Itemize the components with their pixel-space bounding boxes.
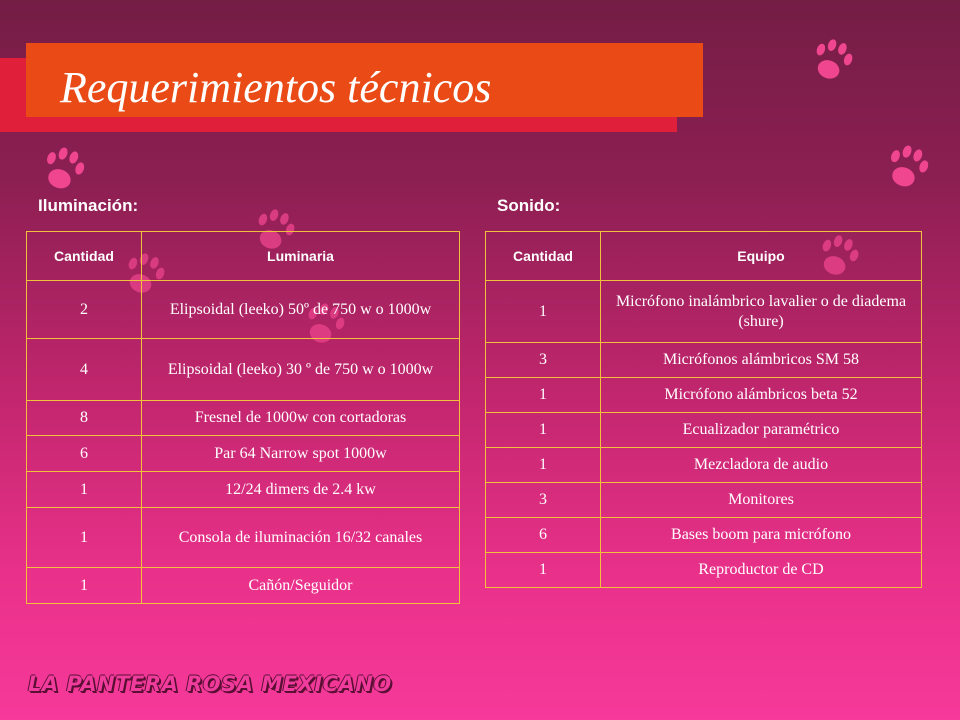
table-row xyxy=(486,413,922,448)
iluminacion-heading: Iluminación: xyxy=(38,196,139,215)
luminaria-cell: 12/24 dimers de 2.4 kw xyxy=(142,472,460,508)
cantidad-cell: 6 xyxy=(27,436,142,472)
cantidad-cell: 1 xyxy=(486,281,601,343)
column-header: Equipo xyxy=(601,232,922,281)
equipo-cell: Monitores xyxy=(601,483,922,518)
table-header-row xyxy=(486,232,922,281)
sonido-table xyxy=(485,231,922,588)
table-row xyxy=(27,339,460,401)
equipo-cell: Bases boom para micrófono xyxy=(601,518,922,553)
table-row xyxy=(486,483,922,518)
cantidad-cell: 1 xyxy=(486,413,601,448)
equipo-cell: Mezcladora de audio xyxy=(601,448,922,483)
cantidad-cell: 3 xyxy=(486,343,601,378)
table-row xyxy=(486,281,922,343)
cantidad-cell: 1 xyxy=(486,378,601,413)
table-row xyxy=(486,378,922,413)
column-header: Luminaria xyxy=(142,232,460,281)
paw-print-icon xyxy=(38,142,88,196)
cantidad-cell: 4 xyxy=(27,339,142,401)
sonido-heading: Sonido: xyxy=(497,196,561,215)
equipo-cell: Micrófono inalámbrico lavalier o de diadema (shure) xyxy=(601,281,922,343)
table-row xyxy=(27,401,460,436)
luminaria-cell: Elipsoidal (leeko) 50º de 750 w o 1000w xyxy=(142,281,460,339)
table-row xyxy=(486,518,922,553)
table-row xyxy=(27,508,460,568)
luminaria-cell: Consola de iluminación 16/32 canales xyxy=(142,508,460,568)
table-header-row xyxy=(27,232,460,281)
luminaria-cell: Fresnel de 1000w con cortadoras xyxy=(142,401,460,436)
equipo-cell: Micrófonos alámbricos SM 58 xyxy=(601,343,922,378)
cantidad-cell: 1 xyxy=(486,448,601,483)
column-header: Cantidad xyxy=(27,232,142,281)
luminaria-cell: Elipsoidal (leeko) 30 º de 750 w o 1000w xyxy=(142,339,460,401)
equipo-cell: Micrófono alámbricos beta 52 xyxy=(601,378,922,413)
column-header: Cantidad xyxy=(486,232,601,281)
table-row xyxy=(27,436,460,472)
table-row xyxy=(27,568,460,604)
table-row xyxy=(486,448,922,483)
cantidad-cell: 1 xyxy=(27,508,142,568)
cantidad-cell: 1 xyxy=(27,568,142,604)
paw-print-icon xyxy=(882,140,932,194)
table-row xyxy=(486,553,922,588)
table-row xyxy=(27,472,460,508)
cantidad-cell: 2 xyxy=(27,281,142,339)
cantidad-cell: 8 xyxy=(27,401,142,436)
slide-title: Requerimientos técnicos xyxy=(60,63,492,112)
luminaria-cell: Par 64 Narrow spot 1000w xyxy=(142,436,460,472)
luminaria-cell: Cañón/Seguidor xyxy=(142,568,460,604)
paw-print-icon xyxy=(808,34,856,86)
table-row xyxy=(486,343,922,378)
iluminacion-table xyxy=(26,231,460,604)
table-row xyxy=(27,281,460,339)
cantidad-cell: 1 xyxy=(486,553,601,588)
footer-logo-text: LA PANTERA ROSA MEXICANO xyxy=(28,672,392,696)
equipo-cell: Reproductor de CD xyxy=(601,553,922,588)
cantidad-cell: 6 xyxy=(486,518,601,553)
cantidad-cell: 3 xyxy=(486,483,601,518)
cantidad-cell: 1 xyxy=(27,472,142,508)
equipo-cell: Ecualizador paramétrico xyxy=(601,413,922,448)
